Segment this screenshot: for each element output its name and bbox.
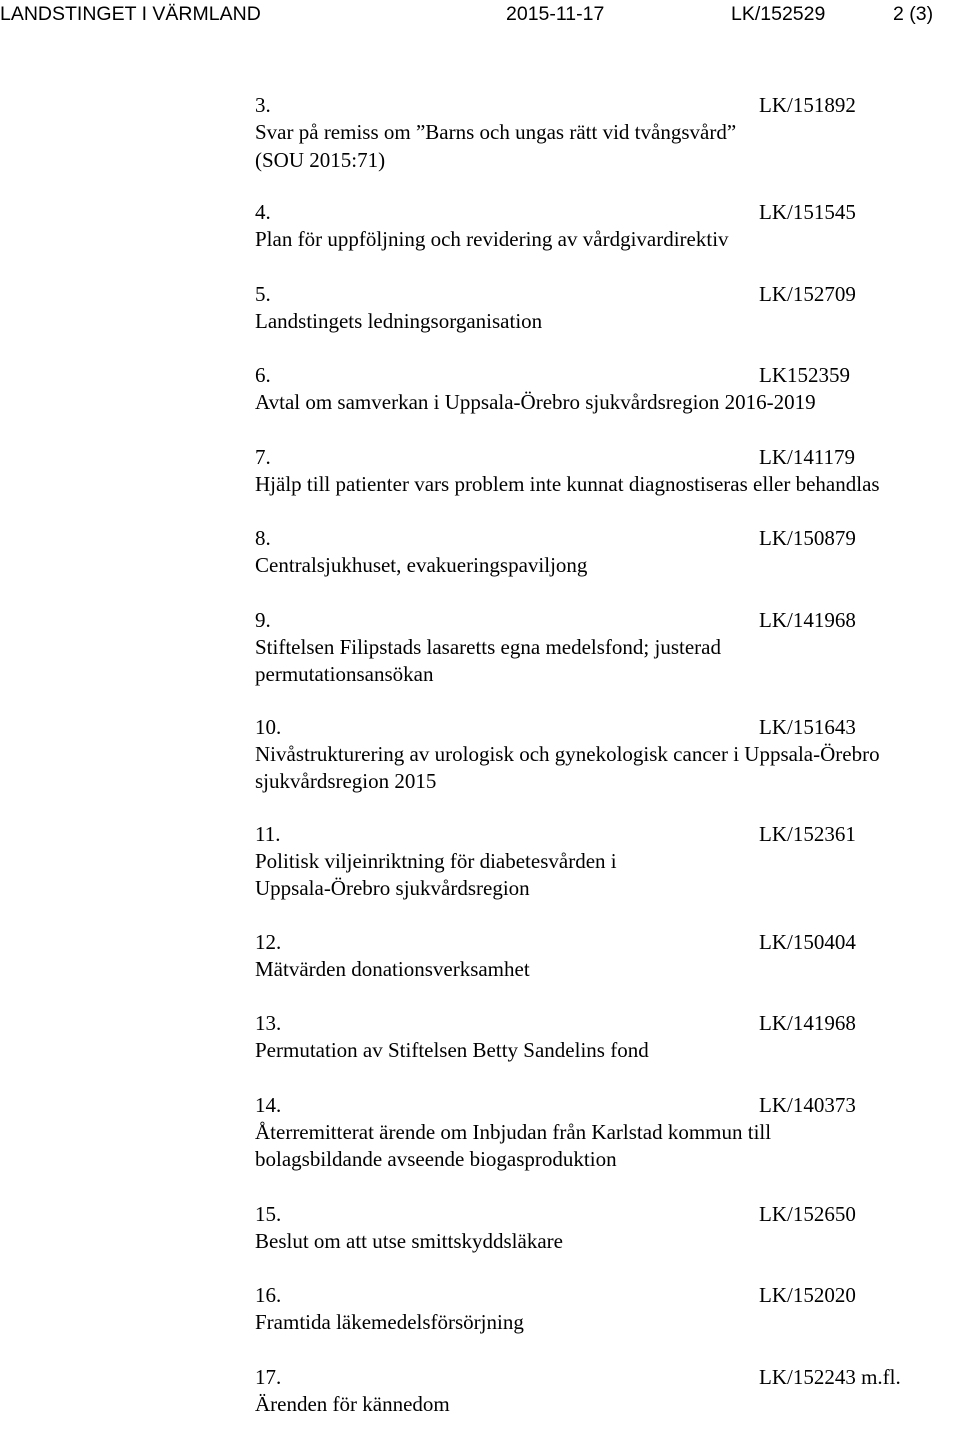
item-title: Plan för uppföljning och revidering av vårdgivardirektiv [255, 227, 729, 251]
item-title: Stiftelsen Filipstads lasaretts egna medelsfond; justerad permutationsansökan [255, 634, 721, 686]
agenda-item [255, 607, 960, 689]
item-number: 3. [255, 93, 271, 117]
item-title: Ärenden för kännedom [255, 1391, 450, 1416]
agenda-item [255, 525, 960, 580]
agenda-item [255, 362, 960, 417]
item-number: 11. [255, 821, 281, 846]
item-reference: LK/140373 [759, 1092, 856, 1117]
item-title: Mätvärden donationsverksamhet [255, 956, 530, 981]
item-title: Återremitterat ärende om Inbjudan från Karlstad kommun till bolagsbildande avseende biogasproduktion [255, 1119, 772, 1171]
item-title: Permutation av Stiftelsen Betty Sandelins fond [255, 1038, 649, 1062]
agenda-item [255, 1201, 960, 1256]
item-number: 15. [255, 1201, 282, 1226]
item-title: Landstingets ledningsorganisation [255, 308, 543, 333]
item-reference: LK/141179 [759, 444, 856, 469]
item-number: 16. [255, 1283, 282, 1307]
item-number: 10. [255, 714, 282, 739]
item-reference: LK/152243 m.fl. [759, 1364, 901, 1389]
item-number: 5. [255, 281, 271, 306]
item-title: Avtal om samverkan i Uppsala-Örebro sjukvårdsregion 2016-2019 [255, 390, 816, 414]
agenda-item [255, 1092, 960, 1174]
item-reference: LK/151643 [759, 714, 856, 739]
organization-name: LANDSTINGET I VÄRMLAND [0, 3, 261, 25]
agenda-item [255, 1282, 960, 1337]
agenda-item [255, 1010, 960, 1065]
item-number: 8. [255, 526, 271, 550]
item-title: Svar på remiss om ”Barns och ungas rätt vid tvångsvård” (SOU 2015:71) [255, 120, 737, 172]
item-number: 7. [255, 444, 271, 469]
item-title: Framtida läkemedelsförsörjning [255, 1310, 524, 1334]
item-number: 6. [255, 363, 271, 387]
item-number: 14. [255, 1092, 282, 1117]
item-reference: LK/141968 [759, 607, 856, 632]
agenda-list [255, 92, 960, 1418]
item-title: Hjälp till patienter vars problem inte kunnat diagnostiseras eller behandlas [255, 471, 880, 496]
item-title: Centralsjukhuset, evakueringspaviljong [255, 553, 588, 577]
item-number: 9. [255, 607, 271, 632]
item-reference: LK/150404 [759, 929, 856, 954]
item-title: Nivåstrukturering av urologisk och gynekologisk cancer i Uppsala-Örebro sjukvårdsregion 2015 [255, 741, 880, 793]
item-reference: LK/152709 [759, 281, 856, 306]
item-reference: LK/151892 [759, 93, 856, 117]
item-number: 4. [255, 200, 271, 224]
document-reference: LK/152529 [731, 3, 826, 25]
item-number: 17. [255, 1364, 282, 1389]
agenda-item [255, 199, 960, 254]
agenda-item [255, 714, 960, 796]
agenda-item [255, 281, 960, 336]
item-reference: LK/152020 [759, 1283, 856, 1307]
item-title: Beslut om att utse smittskyddsläkare [255, 1228, 563, 1253]
agenda-item [255, 444, 960, 499]
agenda-item [255, 92, 960, 174]
page-number: 2 (3) [893, 3, 934, 25]
item-reference: LK152359 [759, 363, 850, 387]
item-title: Politisk viljeinriktning för diabetesvården i Uppsala-Örebro sjukvårdsregion [255, 848, 617, 900]
item-reference: LK/151545 [759, 200, 856, 224]
agenda-item [255, 821, 960, 903]
item-reference: LK/141968 [759, 1011, 856, 1035]
agenda-item [255, 929, 960, 984]
item-number: 13. [255, 1011, 282, 1035]
agenda-item [255, 1364, 960, 1419]
page-header [0, 2, 960, 26]
item-reference: LK/152650 [759, 1201, 856, 1226]
item-number: 12. [255, 929, 282, 954]
item-reference: LK/152361 [759, 821, 856, 846]
document-date: 2015-11-17 [506, 3, 605, 25]
item-reference: LK/150879 [759, 526, 856, 550]
